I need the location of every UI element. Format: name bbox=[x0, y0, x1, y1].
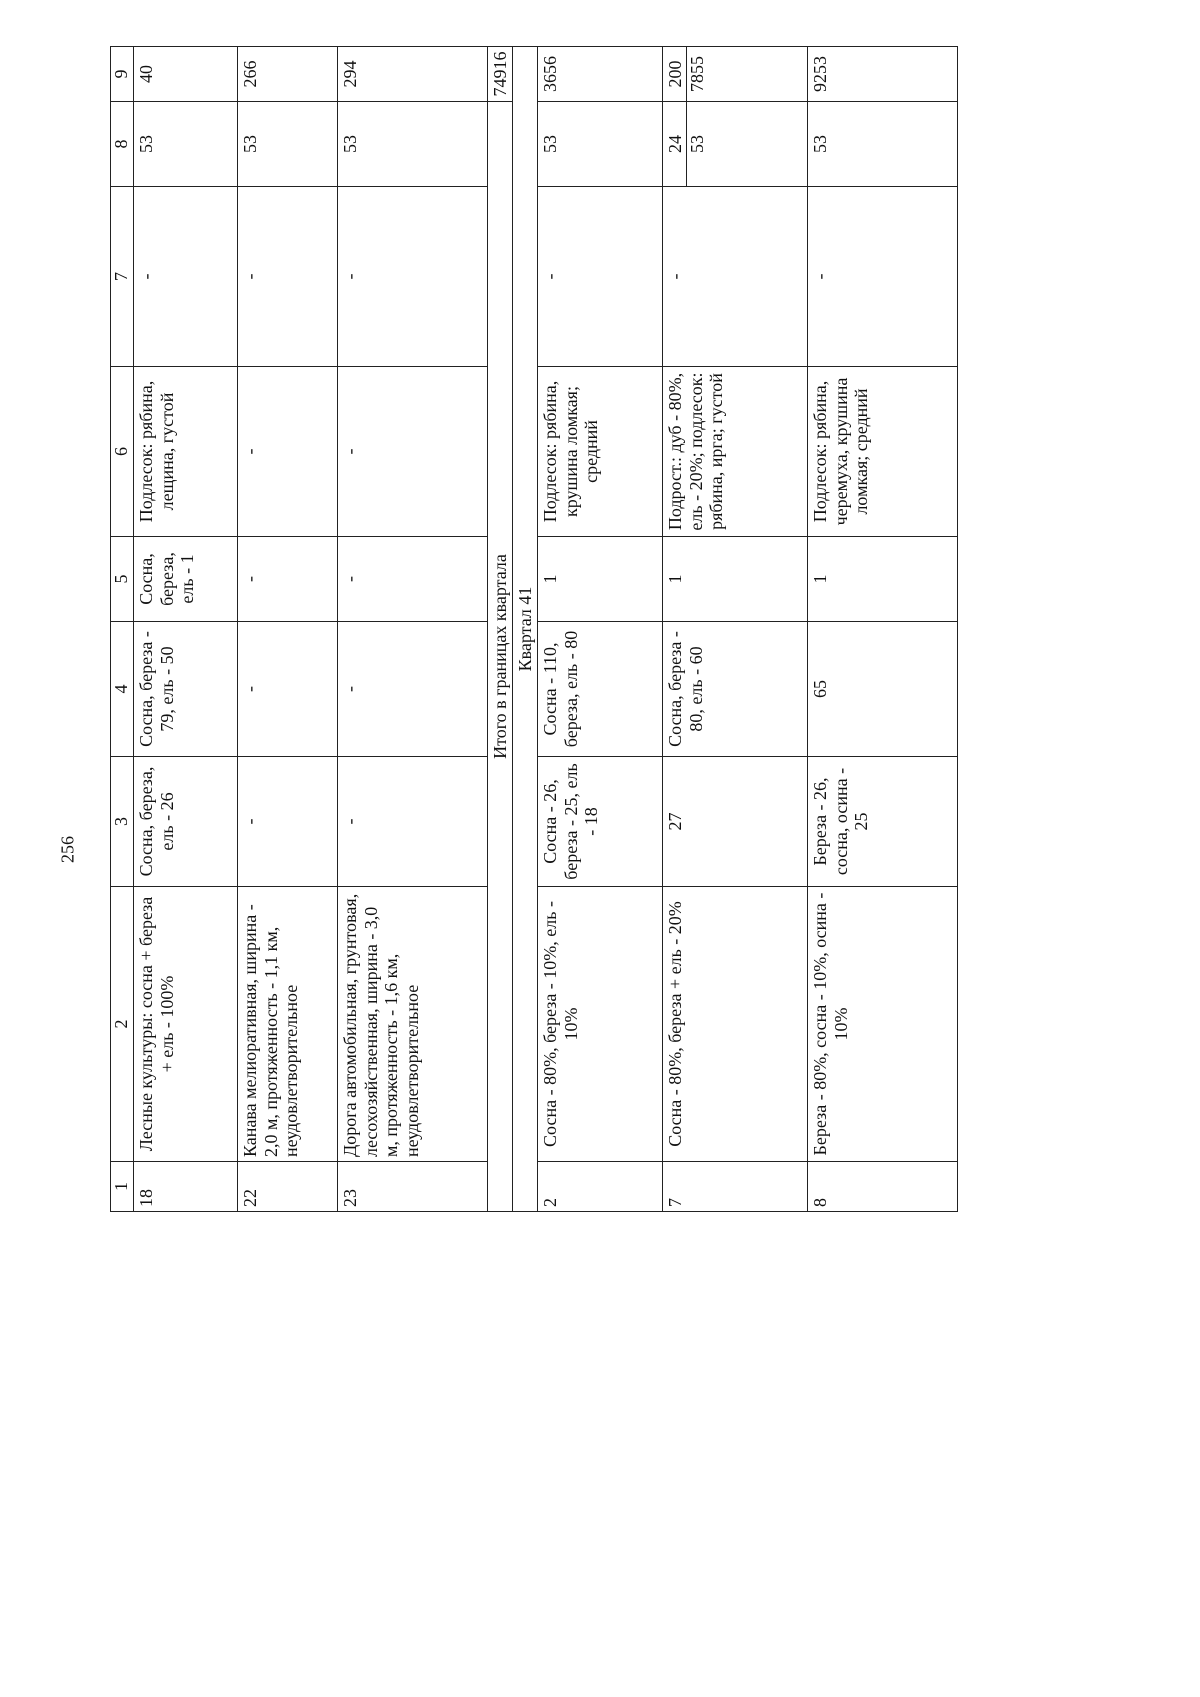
cell-c3: 27 bbox=[663, 757, 808, 887]
table-row bbox=[238, 47, 338, 1212]
cell-c3: - bbox=[238, 757, 338, 887]
cell-c3: Сосна, береза, ель - 26 bbox=[134, 757, 238, 887]
cell-c7: - bbox=[238, 187, 338, 367]
col-header-1: 1 bbox=[111, 1162, 134, 1212]
cell-c9 bbox=[663, 47, 808, 102]
table-row bbox=[538, 47, 663, 1212]
cell-c6: - bbox=[338, 367, 488, 537]
cell-c9: 266 bbox=[238, 47, 338, 102]
cell-c8: 53 bbox=[808, 102, 958, 187]
cell-c5: - bbox=[338, 537, 488, 622]
cell-c7: - bbox=[338, 187, 488, 367]
cell-c1: 2 bbox=[538, 1162, 663, 1212]
col-header-6: 6 bbox=[111, 367, 134, 537]
cell-c1: 8 bbox=[808, 1162, 958, 1212]
cell-c1: 23 bbox=[338, 1162, 488, 1212]
cell-c2: Сосна - 80%, береза + ель - 20% bbox=[663, 887, 808, 1162]
cell-c9-first: 200 bbox=[665, 60, 685, 88]
cell-c2: Лесные культуры: сосна + береза + ель - 100% bbox=[134, 887, 238, 1162]
cell-c5: 1 bbox=[538, 537, 663, 622]
cell-c8: 53 bbox=[538, 102, 663, 187]
cell-c1: 7 bbox=[663, 1162, 808, 1212]
table-row bbox=[808, 47, 958, 1212]
column-number-row bbox=[111, 47, 134, 1212]
section-title: Квартал 41 bbox=[513, 47, 538, 1212]
cell-c7: - bbox=[134, 187, 238, 367]
cell-c9: 9253 bbox=[808, 47, 958, 102]
table-row bbox=[134, 47, 238, 1212]
total-value: 74916 bbox=[488, 47, 513, 102]
col-header-2: 2 bbox=[111, 887, 134, 1162]
cell-c6: Подлесок: рябина, черемуха, крушина ломкая; средний bbox=[808, 367, 958, 537]
cell-c9: 3656 bbox=[538, 47, 663, 102]
cell-c7: - bbox=[808, 187, 958, 367]
col-header-9: 9 bbox=[111, 47, 134, 102]
cell-c4: - bbox=[238, 622, 338, 757]
col-header-7: 7 bbox=[111, 187, 134, 367]
col-header-5: 5 bbox=[111, 537, 134, 622]
cell-c2: Дорога автомобильная, грунтовая, лесохозяйственная, ширина - 3,0 м, протяженность - 1,6 км, неудовлетворительное bbox=[338, 887, 488, 1162]
cell-c3: - bbox=[338, 757, 488, 887]
cell-c4: Сосна, береза - 80, ель - 60 bbox=[663, 622, 808, 757]
cell-c8 bbox=[663, 102, 808, 187]
cell-c7: - bbox=[538, 187, 663, 367]
col-header-3: 3 bbox=[111, 757, 134, 887]
cell-c8-second: 53 bbox=[686, 102, 708, 186]
section-row bbox=[513, 47, 538, 1212]
cell-c4: - bbox=[338, 622, 488, 757]
cell-c5: 1 bbox=[808, 537, 958, 622]
cell-c4: 65 bbox=[808, 622, 958, 757]
col-header-8: 8 bbox=[111, 102, 134, 187]
cell-c8: 53 bbox=[238, 102, 338, 187]
cell-c4: Сосна - 110, береза, ель - 80 bbox=[538, 622, 663, 757]
cell-c5: 1 bbox=[663, 537, 808, 622]
cell-c7: - bbox=[663, 187, 808, 367]
cell-c8: 53 bbox=[338, 102, 488, 187]
total-label: Итого в границах квартала bbox=[488, 102, 513, 1212]
rotated-page-content bbox=[110, 47, 1080, 1212]
cell-c2: Канава мелиоративная, ширина - 2,0 м, протяженность - 1,1 км, неудовлетворительное bbox=[238, 887, 338, 1162]
cell-c3: Береза - 26, сосна, осина - 25 bbox=[808, 757, 958, 887]
cell-c5: Сосна, береза, ель - 1 bbox=[134, 537, 238, 622]
table-row bbox=[663, 47, 808, 1212]
cell-c6: Подлесок: рябина, крушина ломкая; средний bbox=[538, 367, 663, 537]
cell-c2: Сосна - 80%, береза - 10%, ель - 10% bbox=[538, 887, 663, 1162]
total-row bbox=[488, 47, 513, 1212]
cell-c4: Сосна, береза - 79, ель - 50 bbox=[134, 622, 238, 757]
cell-c6: Подлесок: рябина, лещина, густой bbox=[134, 367, 238, 537]
table-row bbox=[338, 47, 488, 1212]
cell-c1: 18 bbox=[134, 1162, 238, 1212]
page-number: 256 bbox=[57, 836, 78, 864]
cell-c9: 294 bbox=[338, 47, 488, 102]
cell-c6: - bbox=[238, 367, 338, 537]
cell-c1: 22 bbox=[238, 1162, 338, 1212]
cell-c5: - bbox=[238, 537, 338, 622]
forest-inventory-table bbox=[110, 46, 958, 1212]
cell-c9-second: 7855 bbox=[686, 47, 708, 101]
cell-c8-first: 24 bbox=[665, 135, 685, 153]
cell-c6: Подрост.: дуб - 80%, ель - 20%; подлесок: рябина, ирга; густой bbox=[663, 367, 808, 537]
cell-c8: 53 bbox=[134, 102, 238, 187]
cell-c9: 40 bbox=[134, 47, 238, 102]
col-header-4: 4 bbox=[111, 622, 134, 757]
cell-c2: Береза - 80%, сосна - 10%, осина - 10% bbox=[808, 887, 958, 1162]
cell-c3: Сосна - 26, береза - 25, ель - 18 bbox=[538, 757, 663, 887]
